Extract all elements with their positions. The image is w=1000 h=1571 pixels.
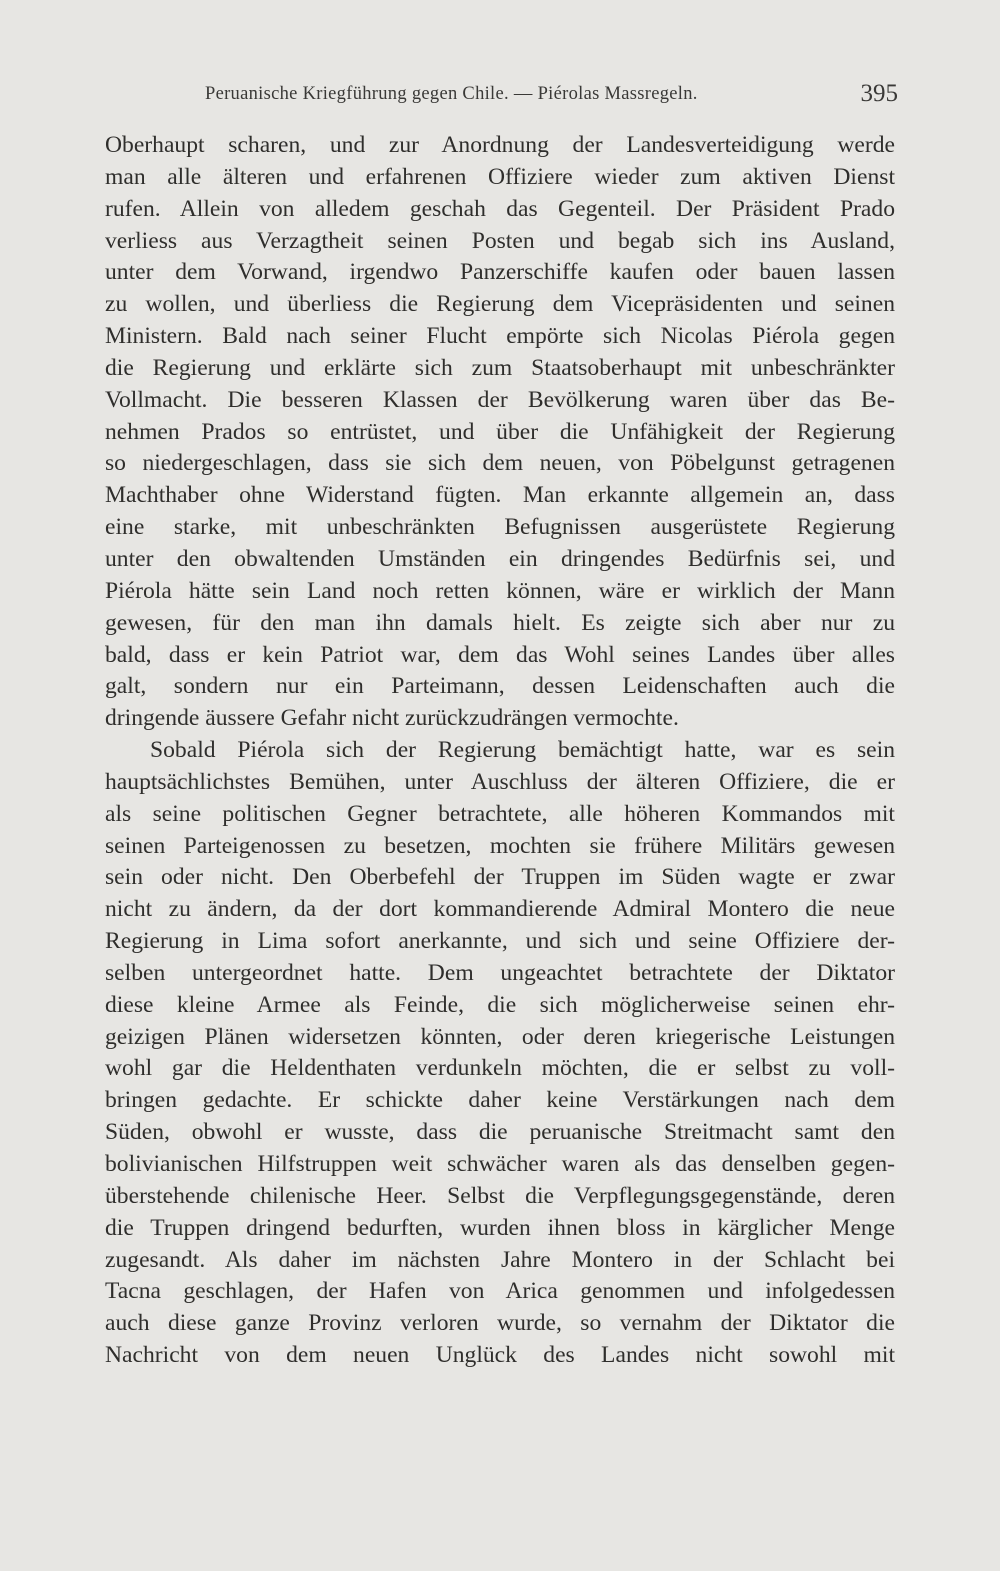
text-line: nehmen Prados so entrüstet, und über die Unfähigkeit der Regierung <box>105 418 895 445</box>
text-line: Oberhaupt scharen, und zur Anordnung der Landesverteidigung werde <box>105 132 895 158</box>
text-line: galt, sondern nur ein Parteimann, dessen Leidenschaften auch die <box>105 673 895 700</box>
text-line: verliess aus Verzagtheit seinen Posten und begab sich ins Ausland, <box>105 227 895 254</box>
text-line: Sobald Piérola sich der Regierung bemächtigt hatte, war es sein <box>150 737 895 764</box>
text-line: Machthaber ohne Widerstand fügten. Man erkannte allgemein an, dass <box>105 482 895 509</box>
text-line: bringen gedachte. Er schickte daher keine Verstärkungen nach dem <box>105 1087 895 1114</box>
page-number: 395 <box>860 80 898 107</box>
paragraph-1 <box>105 130 895 735</box>
text-line: nicht zu ändern, da der dort kommandierende Admiral Montero die neue <box>105 896 895 923</box>
text-line: sein oder nicht. Den Oberbefehl der Truppen im Süden wagte er zwar <box>105 864 895 891</box>
text-line: Piérola hätte sein Land noch retten können, wäre er wirklich der Mann <box>105 577 895 604</box>
text-line: eine starke, mit unbeschränkten Befugnissen ausgerüstete Regierung <box>105 514 895 541</box>
text-line: diese kleine Armee als Feinde, die sich möglicherweise seinen ehr- <box>105 991 895 1018</box>
body-text <box>105 130 895 1372</box>
text-line: seinen Parteigenossen zu besetzen, mochten sie frühere Militärs gewesen <box>105 832 895 859</box>
text-line: bald, dass er kein Patriot war, dem das Wohl seines Landes über alles <box>105 641 895 668</box>
text-line: hauptsächlichstes Bemühen, unter Auschluss der älteren Offiziere, die er <box>105 768 895 795</box>
text-line: als seine politischen Gegner betrachtete, alle höheren Kommandos mit <box>105 800 895 827</box>
text-line: zu wollen, und überliess die Regierung dem Vicepräsidenten und seinen <box>105 291 895 318</box>
paragraph-2 <box>105 735 895 1372</box>
text-line: dringende äussere Gefahr nicht zurückzudrängen vermochte. <box>105 705 679 732</box>
text-line: Nachricht von dem neuen Unglück des Landes nicht sowohl mit <box>105 1342 895 1369</box>
text-line: Vollmacht. Die besseren Klassen der Bevölkerung waren über das Be- <box>105 386 895 413</box>
running-head: Peruanische Kriegführung gegen Chile. — Piérolas Massregeln. <box>205 84 698 104</box>
text-line: Tacna geschlagen, der Hafen von Arica genommen und infolgedessen <box>105 1278 895 1305</box>
text-line: selben untergeordnet hatte. Dem ungeachtet betrachtete der Diktator <box>105 959 895 986</box>
text-line: die Regierung und erklärte sich zum Staatsoberhaupt mit unbeschränkter <box>105 354 895 381</box>
text-line: Regierung in Lima sofort anerkannte, und sich und seine Offiziere der- <box>105 928 895 955</box>
text-line: so niedergeschlagen, dass sie sich dem neuen, von Pöbelgunst getragenen <box>105 450 895 477</box>
text-line: auch diese ganze Provinz verloren wurde, so vernahm der Diktator die <box>105 1310 895 1337</box>
text-line: rufen. Allein von alledem geschah das Gegenteil. Der Präsident Prado <box>105 195 895 222</box>
text-line: geizigen Plänen widersetzen könnten, oder deren kriegerische Leistungen <box>105 1023 895 1050</box>
text-line: überstehende chilenische Heer. Selbst die Verpflegungsgegenstände, deren <box>105 1182 895 1209</box>
text-line: gewesen, für den man ihn damals hielt. Es zeigte sich aber nur zu <box>105 609 895 636</box>
text-line: unter dem Vorwand, irgendwo Panzerschiffe kaufen oder bauen lassen <box>105 259 895 286</box>
text-line: die Truppen dringend bedurften, wurden ihnen bloss in kärglicher Menge <box>105 1214 895 1241</box>
text-line: zugesandt. Als daher im nächsten Jahre Montero in der Schlacht bei <box>105 1246 895 1273</box>
text-line: man alle älteren und erfahrenen Offiziere wieder zum aktiven Dienst <box>105 163 895 190</box>
text-line: Ministern. Bald nach seiner Flucht empörte sich Nicolas Piérola gegen <box>105 323 895 350</box>
text-line: Süden, obwohl er wusste, dass die peruanische Streitmacht samt den <box>105 1119 895 1146</box>
text-line: bolivianischen Hilfstruppen weit schwächer waren als das denselben gegen- <box>105 1151 895 1177</box>
text-line: unter den obwaltenden Umständen ein dringendes Bedürfnis sei, und <box>105 545 895 572</box>
text-line: wohl gar die Heldenthaten verdunkeln möchten, die er selbst zu voll- <box>105 1055 895 1082</box>
